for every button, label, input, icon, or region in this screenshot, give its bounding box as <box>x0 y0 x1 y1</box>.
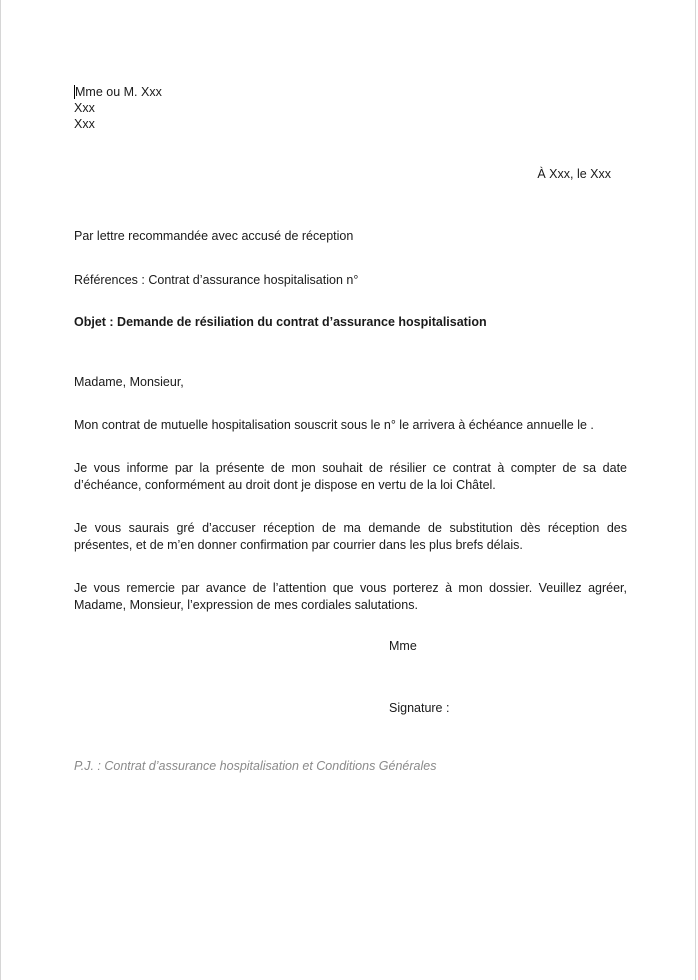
closing-name: Mme <box>389 639 417 653</box>
signature-label: Signature : <box>389 701 450 715</box>
paragraph-contract: Mon contrat de mutuelle hospitalisation souscrit sous le n° le arrivera à échéance annuelle le . <box>74 418 594 432</box>
paragraph-termination: Je vous informe par la présente de mon souhait de résilier ce contrat à compter de sa date d’échéance, conformément au droit dont je dispose en vertu de la loi Châtel. <box>74 461 627 492</box>
subject-line: Objet : Demande de résiliation du contrat d’assurance hospitalisation <box>74 315 487 329</box>
sender-name: Mme ou M. Xxx <box>75 85 162 99</box>
paragraph-closing: Je vous remercie par avance de l’attention que vous porterez à mon dossier. Veuillez agréer, Madame, Monsieur, l’expression de mes cordiales salutations. <box>74 581 627 612</box>
place-date: À Xxx, le Xxx <box>537 167 611 181</box>
salutation: Madame, Monsieur, <box>74 375 184 389</box>
sender-address-line1: Xxx <box>74 101 95 115</box>
paragraph-acknowledgement: Je vous saurais gré d’accuser réception de ma demande de substitution dès réception des présentes, et de m’en donner confirmation par courrier dans les plus brefs délais. <box>74 521 627 552</box>
attachments-note: P.J. : Contrat d’assurance hospitalisation et Conditions Générales <box>74 759 437 773</box>
sender-address-line2: Xxx <box>74 117 95 131</box>
references: Références : Contrat d’assurance hospitalisation n° <box>74 273 359 287</box>
delivery-mode: Par lettre recommandée avec accusé de réception <box>74 229 354 243</box>
